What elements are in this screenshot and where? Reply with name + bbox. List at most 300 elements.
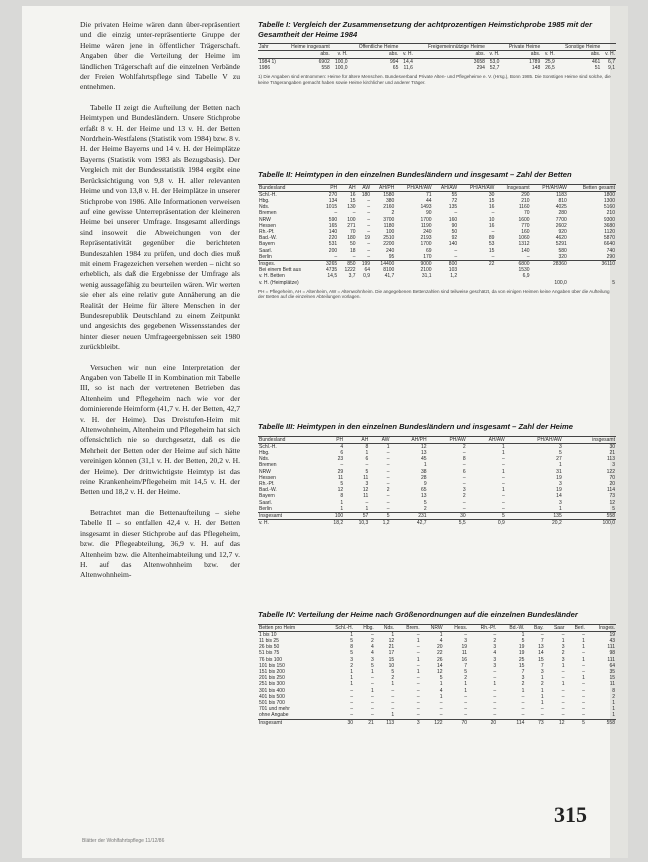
table-cell: Bayern <box>259 241 275 248</box>
table-cell: 320 <box>558 253 567 260</box>
table-cell: 580 <box>558 247 567 254</box>
table-cell: – <box>493 631 497 638</box>
table-cell: 301 bis 400 <box>259 687 285 694</box>
table-cell: – <box>367 204 371 211</box>
table-cell: 36110 <box>568 261 616 268</box>
table-cell: 271 <box>347 222 356 229</box>
table-cell: 2 <box>462 443 466 450</box>
table-cell: 290 <box>606 253 615 260</box>
table-cell: 1600 <box>518 216 530 223</box>
table-cell: 1 <box>439 631 443 638</box>
table-cell: – <box>350 712 353 719</box>
table-cell: 9 <box>423 481 427 488</box>
table-cell: 2602 <box>555 222 567 229</box>
table-cell: 270 <box>328 191 338 198</box>
table-cell: 122 <box>606 468 615 475</box>
table-cell: 15 <box>488 198 495 204</box>
table-cell: 73 <box>609 493 615 500</box>
table-cell: 13 <box>538 644 544 651</box>
table-cell: 2 <box>540 681 544 688</box>
table-cell: 3 <box>365 481 369 488</box>
table-cell: 2 <box>391 210 395 217</box>
table-cell: NRW <box>259 216 271 223</box>
table-cell: 73 <box>525 719 544 726</box>
table-cell: 165 <box>328 222 338 229</box>
table-cell: Bay. <box>525 624 544 631</box>
table-cell: v. H. <box>541 51 556 58</box>
table-cell: 100 <box>385 229 395 236</box>
table-cell: – <box>526 253 530 260</box>
table-cell: – <box>502 481 505 488</box>
table-cell: – <box>502 499 505 506</box>
table-cell: 16 <box>488 222 495 229</box>
table-cell: 1300 <box>603 198 615 204</box>
table-cell: Insgesamt <box>258 719 321 726</box>
table-cell: – <box>416 700 420 707</box>
table-cell: 103 <box>448 267 458 274</box>
table-cell: 26 bis 50 <box>259 644 280 651</box>
table-cell: 2510 <box>383 235 395 242</box>
table-cell: 11 <box>363 474 369 481</box>
table-3-sum <box>258 520 616 527</box>
table-cell: – <box>464 712 468 719</box>
table-cell: 200 <box>328 247 338 254</box>
table-cell: 1 <box>540 675 544 682</box>
table-cell: Bundesland <box>258 436 319 443</box>
table-cell: NRW <box>259 468 271 475</box>
table-cell: 8 <box>350 644 353 651</box>
table-cell: Bremen <box>259 210 277 217</box>
table-cell: 45 <box>421 456 427 463</box>
table-cell: 5291 <box>555 241 567 248</box>
table-cell: 800 <box>433 261 459 268</box>
table-cell: 160 <box>521 229 530 236</box>
table-cell: 65 <box>421 487 427 494</box>
table-cell: 16 <box>350 191 356 198</box>
table-cell: – <box>582 706 585 713</box>
table-cell: 1 <box>612 706 615 713</box>
table-cell: 19 <box>518 650 525 657</box>
table-cell: Öffentliche Heime <box>349 44 400 51</box>
table-cell: 76 bis 100 <box>259 656 283 663</box>
table-cell: 19 <box>556 487 562 494</box>
table-cell: 1 <box>416 669 420 676</box>
table-cell: 15 <box>388 656 395 663</box>
table-cell: – <box>561 631 565 638</box>
table-cell: Saar <box>545 624 566 631</box>
table-cell: 2 <box>561 650 565 657</box>
table-cell: 5870 <box>603 235 615 242</box>
table-cell: 1530 <box>518 267 530 274</box>
table-cell: – <box>454 247 458 254</box>
page-number: 315 <box>554 802 587 827</box>
table-cell: 140 <box>521 247 530 254</box>
table-cell: 18 <box>350 247 356 254</box>
table-cell: Berl. <box>566 624 586 631</box>
table-cell: – <box>491 253 495 260</box>
table-cell: 26,5 <box>545 64 555 71</box>
table-cell: 19 <box>518 644 525 651</box>
table-1-block <box>258 20 616 85</box>
table-cell <box>495 280 530 286</box>
table-cell: 994 <box>390 58 399 65</box>
table-cell: abs. <box>281 51 331 58</box>
table-cell: 53 <box>488 241 495 248</box>
table-cell: 20 <box>437 644 443 651</box>
table-cell: 8 <box>340 493 344 500</box>
table-cell: Berlin <box>259 505 272 512</box>
table-cell: 3 <box>561 656 565 663</box>
table-cell: AW <box>357 184 372 191</box>
table-cell: 15 <box>538 656 544 663</box>
table-cell: 29 <box>337 468 344 475</box>
table-cell: 122 <box>421 719 444 726</box>
table-cell: 1 <box>391 681 395 688</box>
table-cell: 57 <box>344 513 369 520</box>
table-cell: PH/AH/AW <box>395 184 432 191</box>
table-cell: 5 <box>612 505 615 512</box>
table-cell: 28 <box>421 474 427 481</box>
table-cell: 42,7 <box>391 520 428 527</box>
table-row <box>258 631 616 638</box>
table-cell: 8 <box>612 687 615 694</box>
table-cell: Bei einem Bett aus <box>259 267 301 274</box>
table-cell: 2 <box>423 505 427 512</box>
table-cell: Hbg. <box>354 624 375 631</box>
table-cell: Hessen <box>259 222 276 229</box>
table-cell: – <box>582 700 585 707</box>
table-4-title: Tabelle IV: Verteilung der Heime nach Größenordnungen auf die einzelnen Bundesländer <box>258 610 578 619</box>
table-cell: 1 <box>521 687 525 694</box>
table-cell: v. H. <box>399 51 414 58</box>
table-cell: 5,5 <box>428 520 467 527</box>
table-cell: 1 <box>558 462 562 469</box>
table-cell: 3658 <box>473 58 485 65</box>
table-cell: 71 <box>426 191 432 198</box>
table-cell: Freigemeinnützige Heime <box>414 44 486 51</box>
table-cell: 531 <box>328 241 338 248</box>
table-cell: 290 <box>521 191 530 198</box>
table-cell: Betten pro Heim <box>258 624 321 631</box>
table-cell: 1 <box>416 638 420 644</box>
table-cell: – <box>521 706 525 713</box>
table-cell: 5 <box>521 638 525 644</box>
table-cell: – <box>464 700 468 707</box>
table-cell: Bundesland <box>258 184 320 191</box>
table-cell: 3 <box>371 656 374 663</box>
table-cell: 70 <box>524 210 530 217</box>
table-row <box>258 191 616 198</box>
table-cell: – <box>350 693 353 700</box>
table-cell: – <box>493 712 497 719</box>
table-cell: 114 <box>497 719 525 726</box>
table-cell: Bd.-W. <box>497 624 525 631</box>
table-cell: – <box>416 675 420 682</box>
table-cell: – <box>540 631 544 638</box>
table-cell: – <box>582 669 585 676</box>
table-cell: – <box>386 468 390 475</box>
table-cell: 1 <box>386 443 390 450</box>
table-cell: – <box>462 474 466 481</box>
table-cell: 20 <box>468 719 497 726</box>
table-cell: – <box>350 700 353 707</box>
table-cell: 9,1 <box>608 64 615 71</box>
table-cell: – <box>416 687 420 694</box>
table-cell: – <box>502 456 505 463</box>
table-cell: 5 <box>464 669 468 676</box>
table-cell: – <box>365 462 369 469</box>
table-cell: 2 <box>493 638 497 644</box>
table-cell: – <box>416 631 420 638</box>
table-cell: 1 <box>493 681 497 688</box>
table-cell: 17 <box>388 650 395 657</box>
table-cell: – <box>386 505 390 512</box>
table-cell: 180 <box>361 191 371 198</box>
table-3-head <box>258 436 616 443</box>
page-sheet <box>22 6 628 858</box>
table-cell: 1 <box>502 450 505 456</box>
table-cell <box>541 44 556 51</box>
table-cell: AH/AW <box>433 184 459 191</box>
table-cell: 70 <box>350 229 356 236</box>
table-cell: 10 <box>388 662 395 669</box>
table-cell: – <box>561 687 565 694</box>
table-cell: Schl.-H. <box>259 191 277 198</box>
table-cell: – <box>462 450 466 456</box>
table-cell: 3 <box>558 481 562 488</box>
table-cell: 6902 <box>318 58 330 65</box>
table-cell <box>357 280 372 286</box>
table-cell: – <box>416 693 420 700</box>
left-text-column <box>80 20 240 591</box>
table-cell: 5 <box>439 675 443 682</box>
table-cell: 53,0 <box>489 58 500 65</box>
table-cell: 1 <box>423 462 427 469</box>
table-cell: 1984 1) <box>259 58 276 65</box>
table-cell: – <box>386 481 390 488</box>
table-cell: – <box>391 693 395 700</box>
table-cell: – <box>391 706 395 713</box>
table-cell: 3700 <box>383 216 395 223</box>
table-cell: 51 <box>594 64 601 71</box>
table-cell: AH <box>338 184 356 191</box>
table-cell: 113 <box>375 719 395 726</box>
table-cell: 12 <box>437 669 443 676</box>
table-cell: 64 <box>609 662 615 669</box>
table-cell: 50 <box>451 229 458 236</box>
table-cell: 89 <box>488 235 495 242</box>
table-cell: 19 <box>556 474 562 481</box>
table-cell: – <box>582 687 585 694</box>
paragraph-2: Tabelle II zeigt die Aufteilung der Betten nach Heimtypen und Bundesländern. Unsere Stichprobe erfaßt 8 v. H. der Heime und 13 v. H. der Betten Nordrhein-Westfalens (Statistik vom 1984) bzw. 8 v. H. der Heime Bayerns und 14 v. H. der Heimplätze Bayerns (Statistik vom 1983 als Bezugsbasis). Der Vergleich mit der Bundesstatistik 1984 ergibt eine Berücksichtigung von 9,8 v. H. aller relevanten Heime und von 13,8 v. H. der Heimplätze in unserer Stichprobe von 1986. Alle Informationen verweisen auf eine gewisse Unterrepräsentation der kleineren Heime bei unserer Umfrage. Insgesamt allerdings sind insoweit die Abweichungen von der Repräsentativität gegenüber die berichteten Bundeszahlen 1984 zu prüfen, und doch dies muß mit einem Fragezeichen versehen werden – nicht so erheblich, als daß die Ergebnisse der Umfrage als wenig aussagefähig zu beurteilen wären. Wir werten sie eher als eine relativ gute Annäherung an die Realität der Heime für ältere Menschen in der Bundesrepublik Deutschland zu einem Zeitpunkt und angesichts des gegebenen Wissensstandes der hinter dieser neuen Umfrageergebnissen seit 1980 zurückbleibt. <box>80 102 240 352</box>
table-cell: 6,9 <box>522 273 530 280</box>
table-cell <box>601 44 616 51</box>
table-4-body <box>258 631 616 726</box>
table-cell: 1 <box>540 687 544 694</box>
table-cell: 201 bis 250 <box>259 675 285 682</box>
table-cell: 1015 <box>326 204 338 211</box>
table-cell: – <box>334 210 338 217</box>
table-2-note: PH = Pflegeheim, AH = Altenheim, AW = Altenwohnheim. Die angegebenen Bettenzahlen sind teilweise geschätzt, da von einigen Heimen keine Angaben über die Aufteilung der Betten auf die einzelnen Abteilungen vorlagen. <box>258 288 610 300</box>
table-cell: 1 <box>582 644 585 651</box>
table-cell: 14400 <box>371 261 395 268</box>
table-cell: 1 <box>350 631 353 638</box>
paragraph-3: Versuchen wir nun eine Interpretation der Angaben von Tabelle II in Kombination mit Tabelle III, so ist nach der vertretenen Betrieben das Altenheim und Pflegeheim nach wie vor der dominierende Heimform (41,7 v. H. der Betten, 42,7 v. H. der Heime). Das Dreistufen-Heim mit Altenwohnheim, Altenheim und Pflegeheim hat sich offensichtlich nie so durchgesetzt, daß es die Mehrheit der Betten oder der Heime auf sich hätte vereinigen können (31,1 v. H. der Betten, 20,2 v. H. der Heime). Der drittwichtigste Heimtyp ist das reine Krankenheim/Pflegeheim mit 14,5 v. H. der Betten und 18,2 v. H. der Heime. <box>80 362 240 497</box>
table-3-body <box>258 443 616 519</box>
table-row <box>258 443 616 450</box>
table-cell: 151 bis 200 <box>259 669 285 676</box>
table-cell: – <box>464 693 468 700</box>
table-cell: – <box>371 712 374 719</box>
table-cell: – <box>462 505 466 512</box>
table-cell: 5 <box>391 669 395 676</box>
table-cell: – <box>367 253 371 260</box>
table-cell: 52,7 <box>489 64 500 71</box>
table-cell: Rh.-Pf. <box>468 624 497 631</box>
table-cell: 64 <box>364 267 371 274</box>
table-cell: 100 <box>347 216 356 223</box>
table-cell: 1 <box>502 487 505 494</box>
table-1-subhead <box>258 51 616 58</box>
table-cell: AH/PH <box>371 184 395 191</box>
table-cell: 1 <box>540 700 544 707</box>
table-cell: 401 bis 500 <box>259 693 285 700</box>
table-cell: 11 <box>363 493 369 500</box>
table-cell: – <box>367 222 371 229</box>
table-cell: 100,0 <box>554 279 567 286</box>
table-cell: 2100 <box>420 267 432 274</box>
table-cell: – <box>416 681 420 688</box>
table-cell: 0,9 <box>363 273 371 280</box>
table-cell: – <box>334 253 338 260</box>
table-cell: 5 <box>467 513 506 520</box>
table-4-head <box>258 624 616 631</box>
table-cell: 3 <box>464 638 468 644</box>
table-cell: Rh.-Pf. <box>259 481 275 488</box>
table-cell: 1 <box>521 631 525 638</box>
table-cell: PH <box>320 184 338 191</box>
table-cell: – <box>439 712 443 719</box>
table-cell: 1 <box>582 675 585 682</box>
table-cell: 701 und mehr <box>259 706 290 713</box>
table-cell: – <box>386 456 390 463</box>
table-cell: NRW <box>421 624 444 631</box>
table-cell: 18,2 <box>319 520 344 527</box>
table-cell: Saarl. <box>259 499 273 506</box>
table-cell: 11 <box>337 474 344 481</box>
table-cell: – <box>462 499 466 506</box>
table-cell: 1 <box>371 669 374 676</box>
table-cell: PH <box>319 436 344 443</box>
table-cell: 920 <box>558 229 567 236</box>
table-cell: – <box>462 481 466 488</box>
table-cell: 4025 <box>555 204 567 211</box>
table-cell <box>371 280 395 286</box>
table-cell: 13 <box>421 493 427 500</box>
table-cell: 27 <box>556 456 562 463</box>
table-cell: 135 <box>448 204 458 211</box>
table-cell: v. H. <box>486 51 501 58</box>
table-cell: 25,9 <box>545 58 555 65</box>
table-cell: 1222 <box>344 267 356 274</box>
table-cell: Rh.-Pf. <box>259 229 275 236</box>
table-cell: 140 <box>448 241 458 248</box>
table-cell: – <box>371 681 374 688</box>
table-cell: 4 <box>340 443 344 450</box>
table-cell: 12 <box>609 499 615 506</box>
table-cell: 100,0 <box>334 64 348 71</box>
table-cell: 240 <box>423 229 432 236</box>
table-cell: 1 <box>464 681 468 688</box>
table-cell: 6,7 <box>608 58 615 65</box>
table-cell: 10,3 <box>344 520 369 527</box>
table-cell: 16 <box>488 204 495 211</box>
table-cell: 21 <box>609 450 615 456</box>
table-cell: – <box>371 706 374 713</box>
table-cell: 14 <box>437 662 443 669</box>
table-cell: Insges. <box>586 624 616 631</box>
table-cell: 31,1 <box>421 273 432 280</box>
table-cell: 3 <box>540 669 544 676</box>
table-cell: 210 <box>606 210 615 217</box>
table-cell: 558 <box>586 719 616 726</box>
table-cell: 72 <box>451 198 458 204</box>
table-cell: 23 <box>337 456 344 463</box>
table-cell: 15 <box>350 198 356 204</box>
table-2-block <box>258 170 616 300</box>
table-cell: – <box>561 706 565 713</box>
table-cell: 4 <box>493 650 497 657</box>
table-cell: 558 <box>563 513 616 520</box>
table-cell: – <box>493 669 497 676</box>
table-cell: abs. <box>556 51 602 58</box>
table-cell: 12 <box>545 719 566 726</box>
table-cell: v. H. <box>331 51 349 58</box>
table-cell: – <box>582 681 585 688</box>
table-cell: 5 <box>350 650 353 657</box>
table-cell: – <box>491 229 495 236</box>
table-cell: 90 <box>451 222 458 229</box>
table-cell: abs. <box>349 51 400 58</box>
table-cell: 0,9 <box>467 520 506 527</box>
table-cell: – <box>521 700 525 707</box>
table-cell: 101 bis 150 <box>259 662 285 669</box>
table-cell: – <box>502 462 505 469</box>
table-cell: Private Heime <box>500 44 541 51</box>
table-cell: 14,5 <box>327 273 338 280</box>
table-cell: 160 <box>448 216 458 223</box>
table-cell: 5 <box>340 481 344 488</box>
table-cell <box>433 280 459 286</box>
table-cell: 100 <box>319 513 344 520</box>
table-cell: 3 <box>558 499 562 506</box>
table-cell: 7 <box>540 638 544 644</box>
table-cell: 5 <box>423 499 427 506</box>
table-cell: 55 <box>451 191 458 198</box>
table-cell: – <box>454 253 458 260</box>
table-cell: 1 <box>582 656 585 663</box>
table-cell: abs. <box>414 51 486 58</box>
table-cell: – <box>416 644 420 651</box>
table-cell: – <box>521 712 525 719</box>
table-row <box>258 280 616 286</box>
table-cell: AH <box>344 436 369 443</box>
table-2-head <box>258 184 616 191</box>
table-cell: 461 <box>591 58 601 65</box>
table-cell: 135 <box>506 513 563 520</box>
table-cell: Insges. <box>258 261 320 268</box>
table-cell: 12 <box>362 487 369 494</box>
